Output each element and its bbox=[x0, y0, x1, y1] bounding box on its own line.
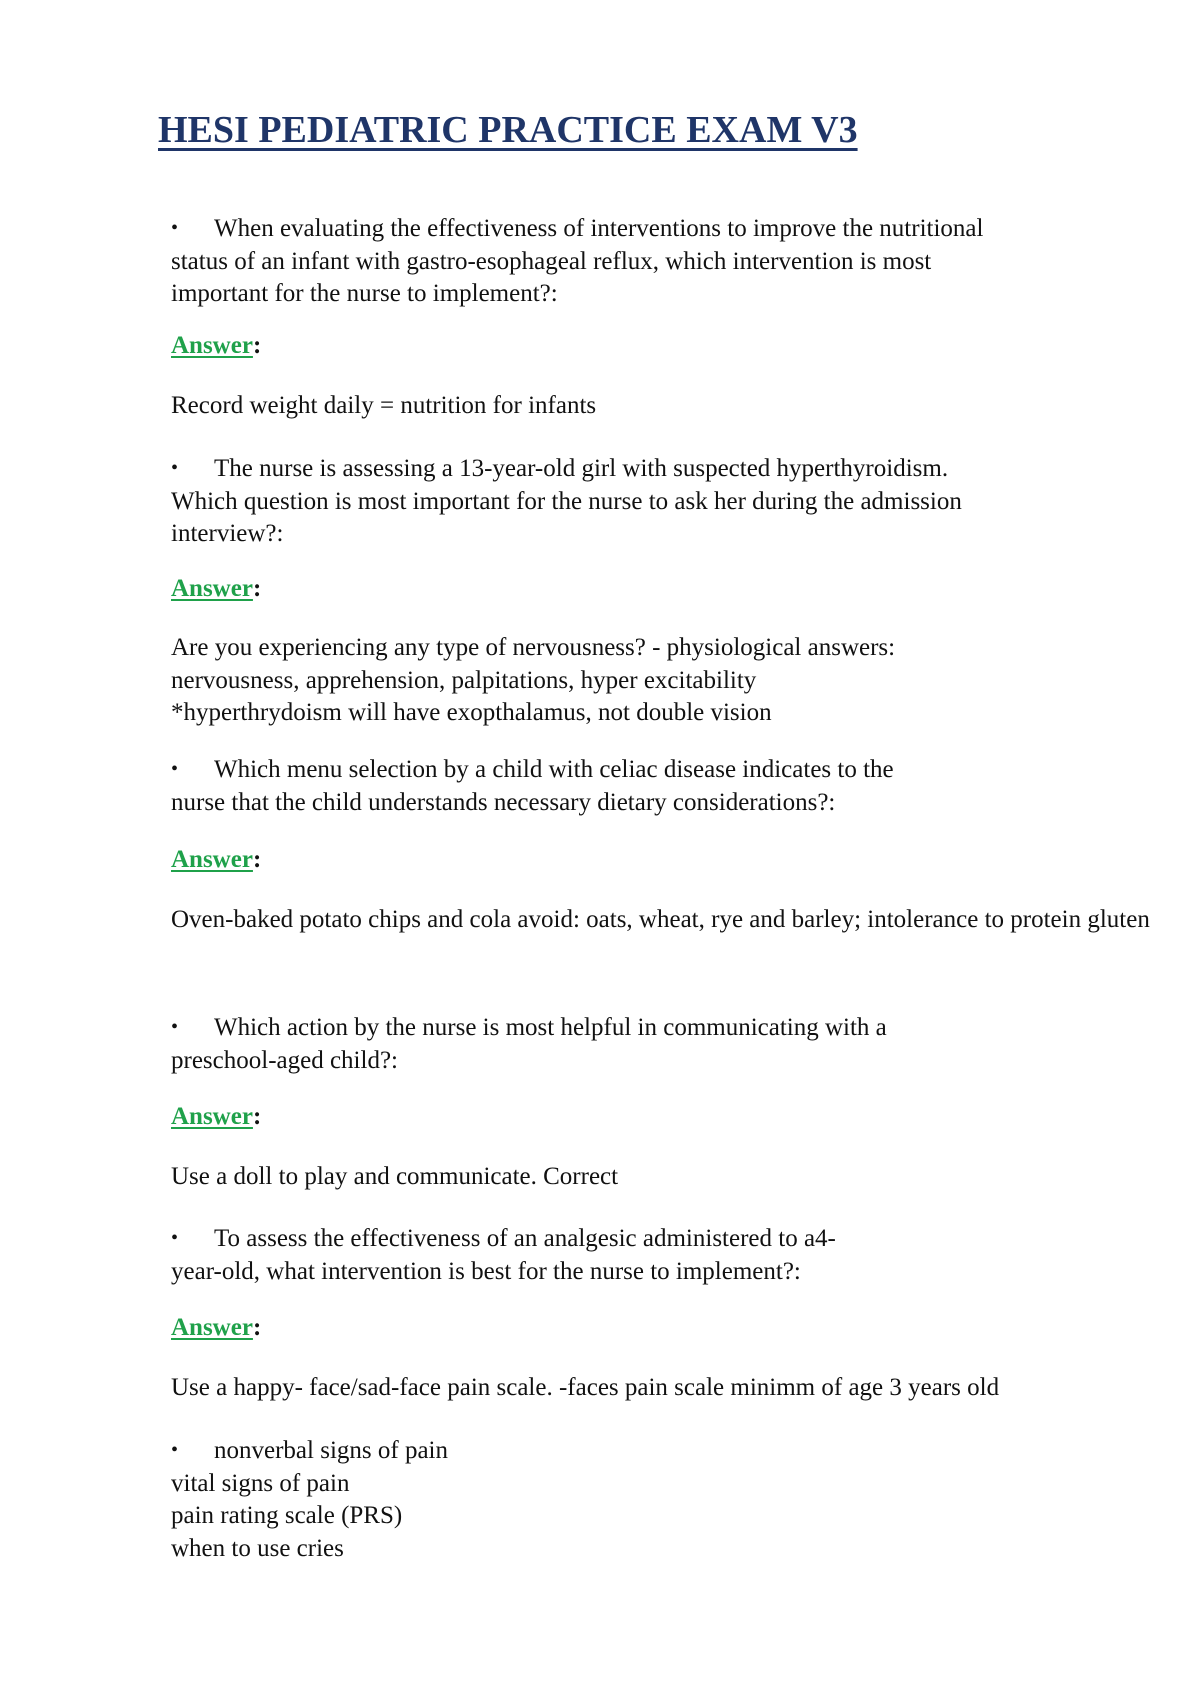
line-text: vital signs of pain bbox=[171, 1469, 350, 1497]
question-text: The nurse is assessing a 13-year-old girl with suspected hyperthyroidism. Which question is most important for the nurse to ask her during the admission interview?: bbox=[171, 455, 962, 547]
question-text: When evaluating the effectiveness of interventions to improve the nutritional status of an infant with gastro-esophageal reflux, which intervention is most important for the nurse to implement?: bbox=[171, 215, 984, 307]
line-text: when to use cries bbox=[171, 1534, 344, 1562]
answer-label-text: Answer bbox=[171, 846, 253, 873]
bullet-icon: • bbox=[171, 1016, 179, 1038]
page-title: HESI PEDIATRIC PRACTICE EXAM V3 bbox=[158, 109, 858, 151]
answer-label-text: Answer bbox=[171, 1314, 253, 1341]
bullet-icon: • bbox=[171, 457, 179, 479]
answer-label-1: Answer: bbox=[171, 332, 262, 359]
question-3 bbox=[171, 753, 941, 819]
answer-label-4: Answer: bbox=[171, 1103, 262, 1130]
bullet-icon: • bbox=[171, 758, 179, 780]
answer-2: Are you experiencing any type of nervousness? - physiological answers: nervousness, apprehension, palpitations, hyper excitability *hyperthrydoism will have exopthalamus, not double vision bbox=[171, 634, 896, 726]
question-text: To assess the effectiveness of an analgesic administered to a4-year-old, what intervention is best for the nurse to implement?: bbox=[171, 1225, 836, 1285]
bullet-icon: • bbox=[171, 1227, 179, 1249]
question-text: Which menu selection by a child with celiac disease indicates to the nurse that the child understands necessary dietary considerations?: bbox=[171, 756, 894, 816]
answer-label-2: Answer: bbox=[171, 575, 262, 602]
question-6 bbox=[171, 1434, 1131, 1565]
answer-1: Record weight daily = nutrition for infants bbox=[171, 392, 597, 419]
question-5 bbox=[171, 1222, 871, 1288]
question-2 bbox=[171, 452, 1011, 551]
answer-5: Use a happy- face/sad-face pain scale. -faces pain scale minimm of age 3 years old bbox=[171, 1374, 1000, 1401]
answer-label-3: Answer: bbox=[171, 846, 262, 873]
line-text: nonverbal signs of pain bbox=[214, 1437, 448, 1464]
answer-label-5: Answer: bbox=[171, 1314, 262, 1341]
bullet-icon: • bbox=[171, 1439, 179, 1461]
question-text: Which action by the nurse is most helpful in communicating with a preschool-aged child?: bbox=[171, 1014, 887, 1074]
answer-3: Oven-baked potato chips and cola avoid: oats, wheat, rye and barley; intolerance to protein gluten bbox=[171, 906, 1150, 933]
question-1 bbox=[171, 212, 1031, 311]
answer-4: Use a doll to play and communicate. Correct bbox=[171, 1163, 619, 1190]
question-4 bbox=[171, 1011, 961, 1077]
answer-label-text: Answer bbox=[171, 575, 253, 602]
bullet-icon: • bbox=[171, 217, 179, 239]
line-text: pain rating scale (PRS) bbox=[171, 1502, 403, 1529]
answer-label-text: Answer bbox=[171, 1103, 253, 1130]
answer-label-text: Answer bbox=[171, 332, 253, 359]
